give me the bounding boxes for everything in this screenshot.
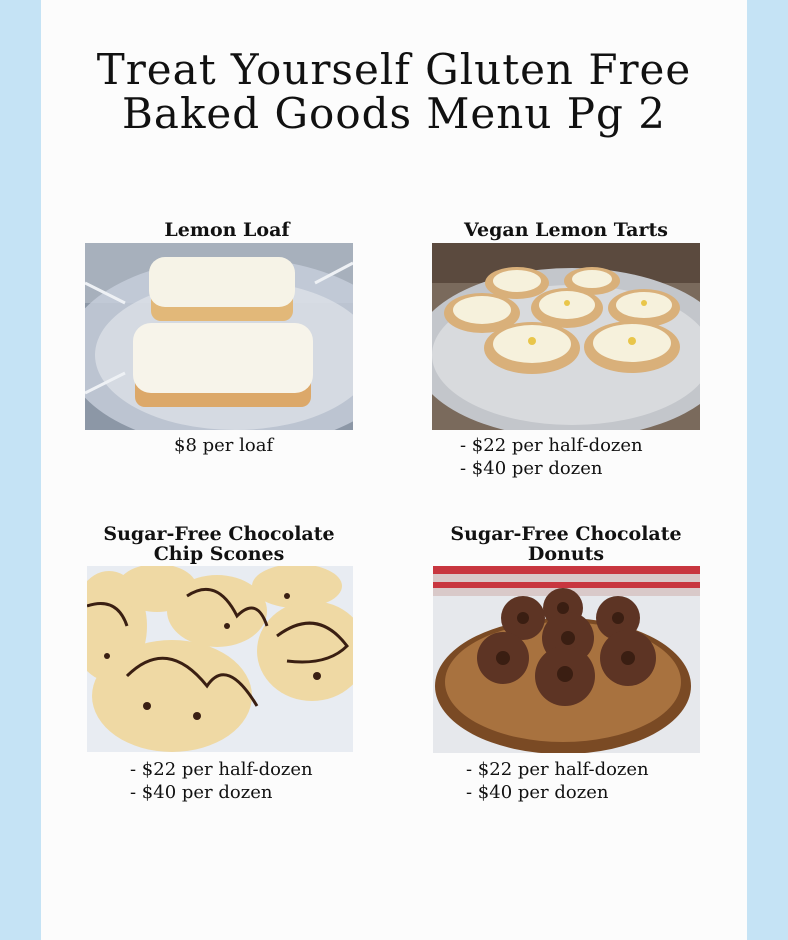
price-line: - $22 per half-dozen bbox=[466, 759, 649, 780]
title-line-2: Baked Goods Menu Pg 2 bbox=[122, 89, 666, 138]
price-line: - $22 per half-dozen bbox=[460, 435, 643, 456]
item-name-line-1: Sugar-Free Chocolate bbox=[450, 523, 682, 545]
item-name-line-2: Donuts bbox=[527, 543, 605, 565]
item-name-line-2: Chip Scones bbox=[153, 543, 285, 565]
title-line-1: Treat Yourself Gluten Free bbox=[96, 45, 692, 94]
item-name-line-1: Sugar-Free Chocolate bbox=[103, 523, 335, 545]
item-name-chocolate-chip-scones bbox=[91, 524, 347, 564]
item-name-lemon-loaf: Lemon Loaf bbox=[164, 219, 290, 241]
item-name-vegan-lemon-tarts: Vegan Lemon Tarts bbox=[464, 219, 668, 241]
lemon-loaf-prices bbox=[174, 434, 273, 457]
chocolate-donuts-photo bbox=[433, 566, 700, 753]
price-line: $8 per loaf bbox=[174, 435, 274, 456]
price-line: - $40 per dozen bbox=[466, 782, 609, 803]
chocolate-chip-scones-photo bbox=[87, 566, 353, 752]
menu-page bbox=[41, 0, 747, 940]
price-line: - $22 per half-dozen bbox=[130, 759, 313, 780]
item-name-chocolate-donuts bbox=[441, 524, 691, 564]
donuts-prices bbox=[466, 758, 649, 804]
price-line: - $40 per dozen bbox=[130, 782, 273, 803]
lemon-tarts-prices bbox=[460, 434, 643, 480]
price-line: - $40 per dozen bbox=[460, 458, 603, 479]
page-title bbox=[41, 45, 747, 138]
lemon-loaf-photo bbox=[85, 243, 353, 430]
scones-prices bbox=[130, 758, 313, 804]
lemon-tarts-photo bbox=[432, 243, 700, 430]
